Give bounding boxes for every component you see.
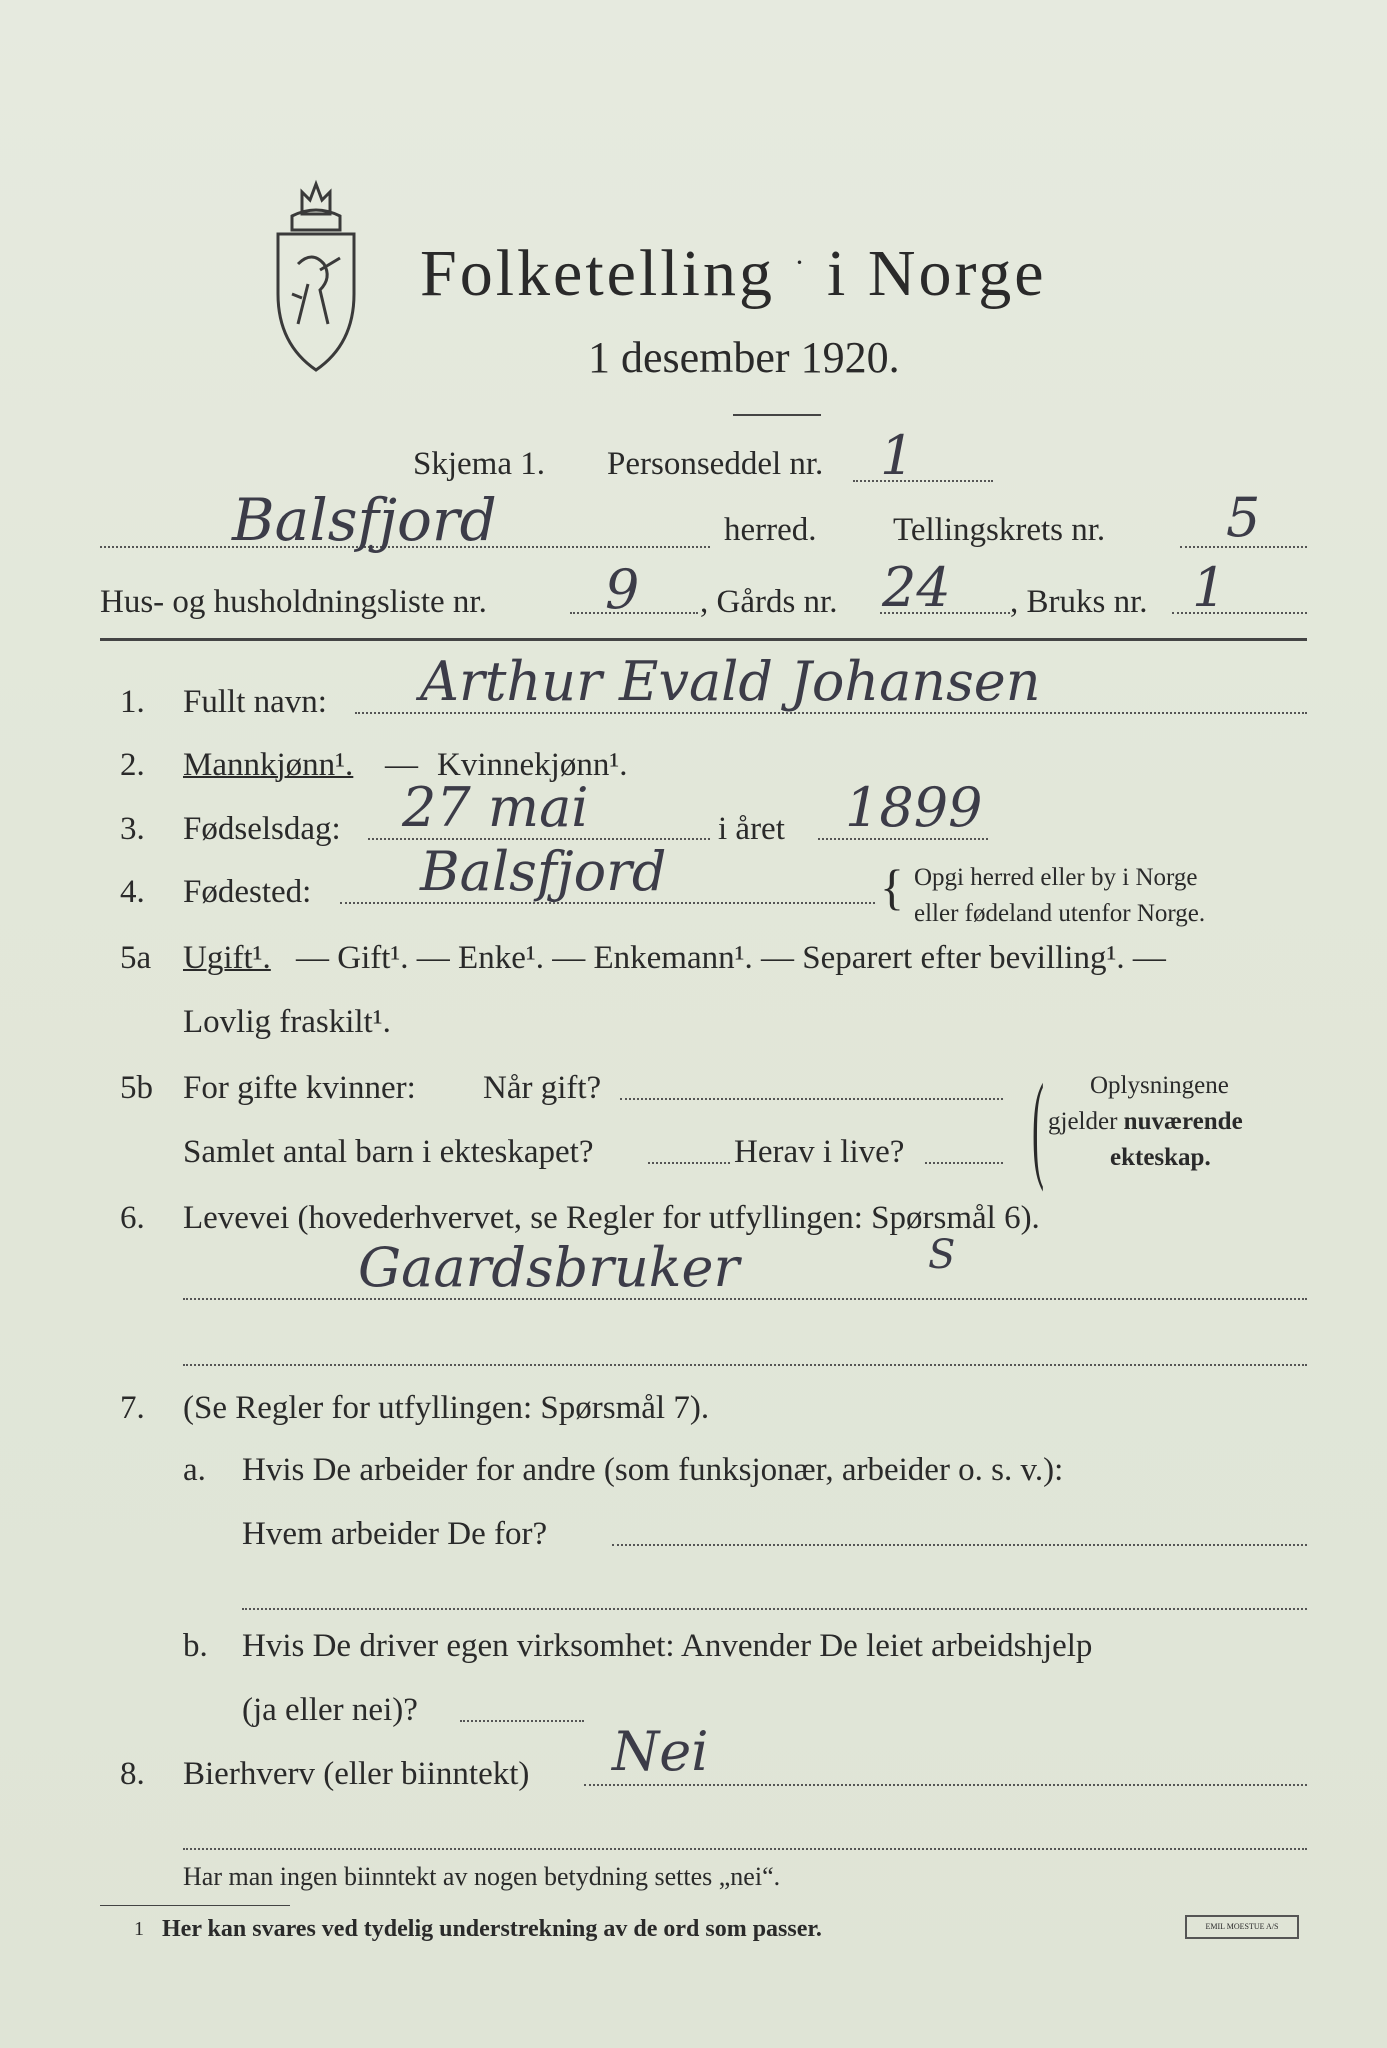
hus-value: 9 bbox=[605, 558, 640, 621]
footnote-number: 1 bbox=[134, 1918, 144, 1940]
q8-label: Bierhverv (eller biinntekt) bbox=[183, 1756, 530, 1792]
q5b-samlet: Samlet antal barn i ekteskapet? bbox=[183, 1134, 594, 1170]
q5b-naar: Når gift? bbox=[483, 1070, 602, 1106]
q7b-text: Hvis De driver egen virksomhet: Anvender De leiet arbeidshjelp bbox=[242, 1628, 1093, 1664]
q7b-question: (ja eller nei)? bbox=[242, 1692, 418, 1728]
q4-label: Fødested: bbox=[183, 874, 312, 910]
q3-value: 27 mai bbox=[402, 776, 589, 839]
q6-label: Levevei (hovederhvervet, se Regler for utfyllingen: Spørsmål 6). bbox=[183, 1200, 1040, 1236]
q6-value-mark: S bbox=[928, 1232, 956, 1278]
q7-label: (Se Regler for utfyllingen: Spørsmål 7). bbox=[183, 1390, 710, 1426]
footer-note: Har man ingen biinntekt av nogen betydning settes „nei“. bbox=[183, 1862, 781, 1891]
personseddel-value: 1 bbox=[880, 424, 915, 487]
q3-year-value: 1899 bbox=[845, 776, 983, 839]
form-title: Folketelling · i Norge bbox=[420, 237, 1047, 310]
q7b-letter: b. bbox=[183, 1628, 208, 1664]
header-divider bbox=[100, 638, 1307, 641]
q5a-options: — Gift¹. — Enke¹. — Enkemann¹. — Separert efter bevilling¹. — bbox=[296, 940, 1166, 976]
q5b-number: 5b bbox=[120, 1070, 153, 1106]
personseddel-line bbox=[853, 480, 993, 482]
gards-value: 24 bbox=[882, 556, 951, 619]
bruks-value: 1 bbox=[1192, 556, 1227, 619]
q5b-naar-line bbox=[620, 1098, 1003, 1100]
q5a-number: 5a bbox=[120, 940, 152, 976]
tellingskrets-label: Tellingskrets nr. bbox=[893, 512, 1106, 548]
q4-value: Balsfjord bbox=[420, 840, 667, 903]
q6-line-2 bbox=[183, 1364, 1307, 1366]
tellingskrets-value: 5 bbox=[1226, 486, 1261, 549]
q5b-note-1: Oplysningene bbox=[1090, 1072, 1229, 1099]
q4-note-1: Opgi herred eller by i Norge bbox=[914, 864, 1198, 891]
q5b-bracket: ( bbox=[1031, 1059, 1044, 1192]
q2-number: 2. bbox=[120, 747, 145, 783]
q3-label: Fødselsdag: bbox=[183, 811, 341, 847]
q2-dash: — bbox=[385, 747, 418, 783]
q7a-line-1 bbox=[612, 1544, 1307, 1546]
q8-line-1 bbox=[584, 1784, 1307, 1786]
q5a-fraskilt: Lovlig fraskilt¹. bbox=[183, 1004, 391, 1040]
q5b-label: For gifte kvinner: bbox=[183, 1070, 416, 1106]
bruks-label: , Bruks nr. bbox=[1010, 584, 1148, 620]
footnote-text: Her kan svares ved tydelig understrekning av de ord som passer. bbox=[162, 1916, 822, 1942]
q5b-samlet-line bbox=[648, 1162, 730, 1164]
q4-brace: { bbox=[880, 859, 904, 915]
q7a-letter: a. bbox=[183, 1452, 206, 1488]
hus-label: Hus- og husholdningsliste nr. bbox=[100, 584, 487, 620]
gards-label: , Gårds nr. bbox=[700, 584, 838, 620]
q3-year-label: i året bbox=[718, 811, 785, 847]
q5a-ugift: Ugift¹. bbox=[183, 940, 271, 976]
q7a-text: Hvis De arbeider for andre (som funksjonær, arbeider o. s. v.): bbox=[242, 1452, 1064, 1488]
q8-value: Nei bbox=[612, 1720, 709, 1783]
q7-number: 7. bbox=[120, 1390, 145, 1426]
q7b-line bbox=[460, 1720, 584, 1722]
q6-line-1 bbox=[183, 1298, 1307, 1300]
printer-stamp: EMIL MOESTUE A/S bbox=[1185, 1915, 1299, 1939]
q7a-line-2 bbox=[242, 1608, 1307, 1610]
title-right: i Norge bbox=[826, 237, 1047, 310]
q1-label: Fullt navn: bbox=[183, 684, 327, 720]
herred-value: Balsfjord bbox=[232, 486, 497, 554]
q2-male: Mannkjønn¹. bbox=[183, 747, 354, 783]
q6-value: Gaardsbruker bbox=[358, 1236, 740, 1299]
census-date: 1 desember 1920. bbox=[588, 333, 900, 382]
q5b-note-2: gjelder bbox=[1048, 1108, 1118, 1135]
q5b-herav-line bbox=[925, 1162, 1003, 1164]
q2-female: Kvinnekjønn¹. bbox=[437, 747, 628, 783]
q3-number: 3. bbox=[120, 811, 145, 847]
q1-number: 1. bbox=[120, 684, 145, 720]
q7a-question: Hvem arbeider De for? bbox=[242, 1516, 548, 1552]
q4-note-2: eller fødeland utenfor Norge. bbox=[914, 900, 1206, 927]
q8-number: 8. bbox=[120, 1756, 145, 1792]
q5b-note-2b: nuværende bbox=[1123, 1108, 1243, 1135]
personseddel-label: Personseddel nr. bbox=[607, 446, 824, 482]
norway-coat-of-arms-icon bbox=[262, 174, 370, 374]
q1-value: Arthur Evald Johansen bbox=[420, 650, 1041, 713]
title-left: Folketelling bbox=[420, 237, 775, 310]
q4-number: 4. bbox=[120, 874, 145, 910]
q6-number: 6. bbox=[120, 1200, 145, 1236]
q5b-note-3: ekteskap. bbox=[1110, 1144, 1211, 1171]
footer-divider bbox=[100, 1905, 290, 1906]
title-divider bbox=[733, 414, 821, 416]
q5b-herav: Herav i live? bbox=[734, 1134, 905, 1170]
herred-label: herred. bbox=[724, 512, 817, 548]
schema-label: Skjema 1. bbox=[413, 446, 545, 482]
q8-line-2 bbox=[183, 1848, 1307, 1850]
